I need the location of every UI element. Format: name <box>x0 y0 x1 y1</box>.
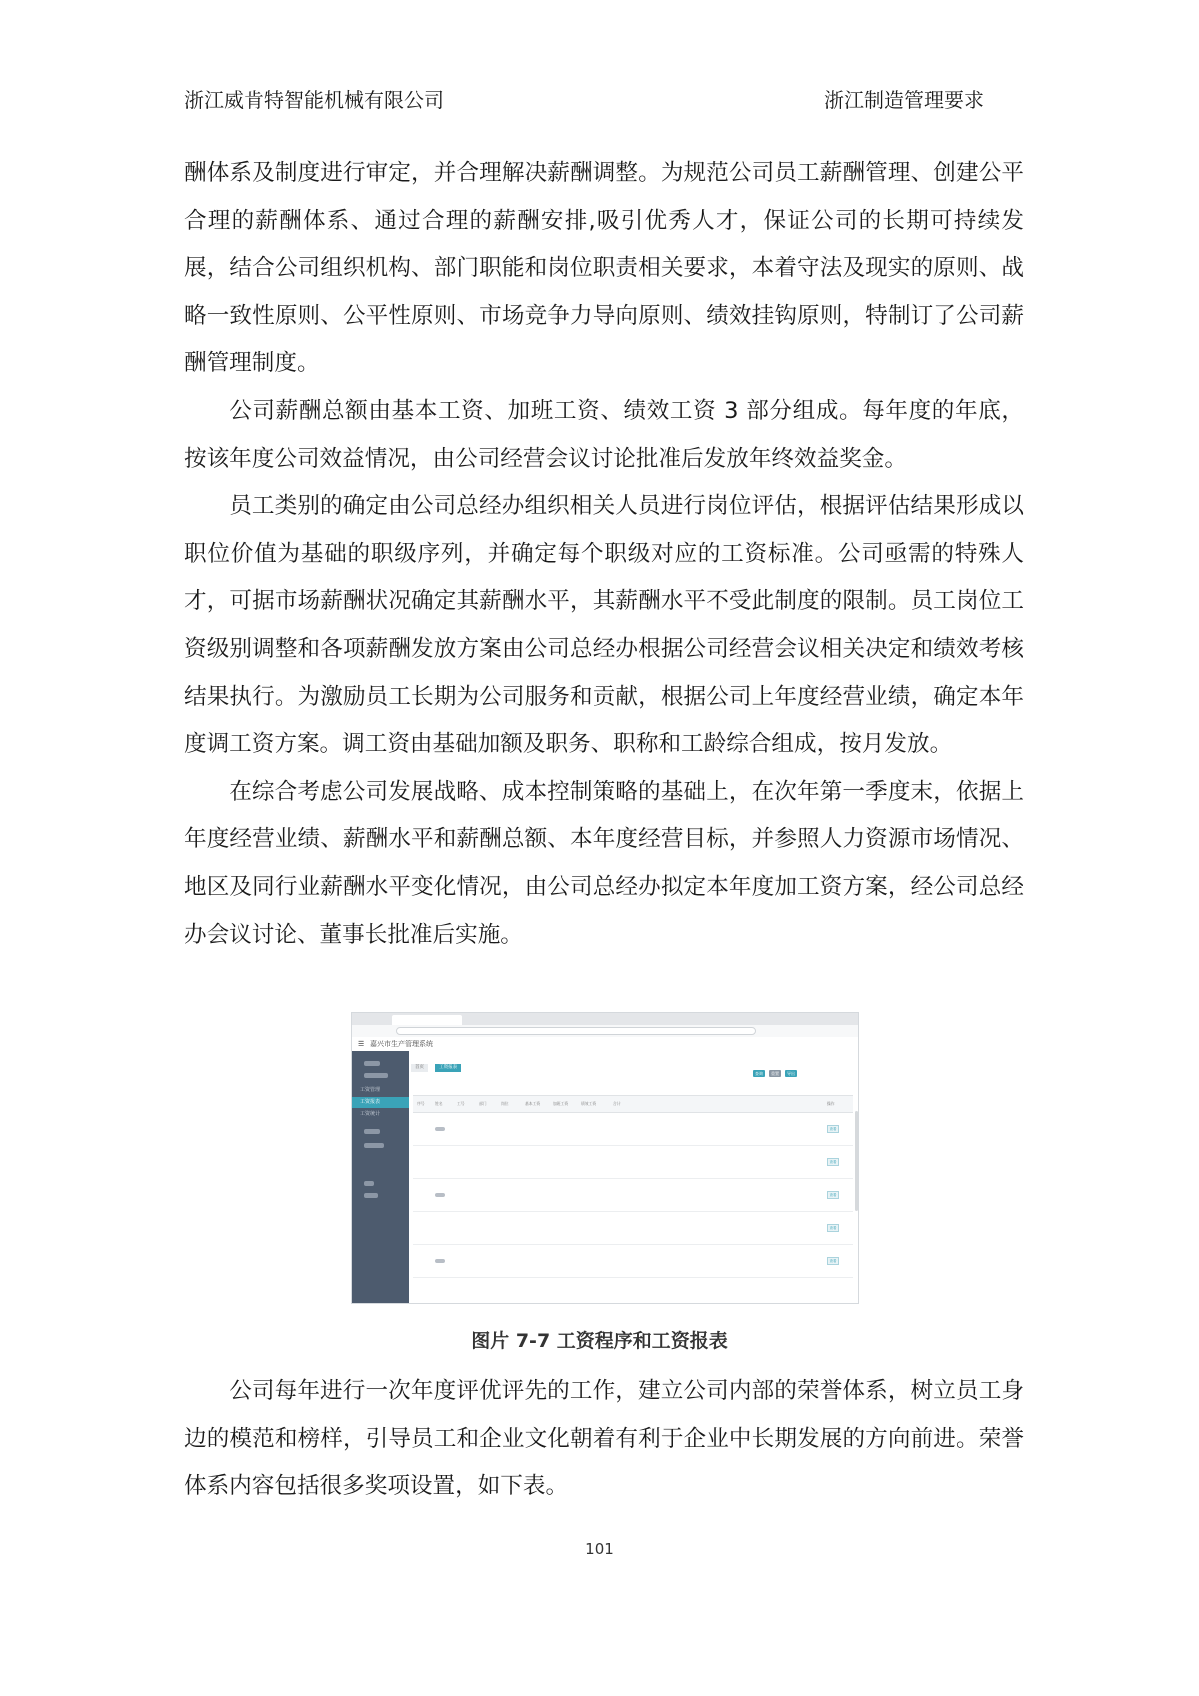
blurred-name <box>435 1127 445 1131</box>
document-title: 浙江制造管理要求 <box>824 88 984 112</box>
main-content <box>409 1051 859 1304</box>
sidebar-blur <box>364 1193 378 1198</box>
table-row <box>413 1245 853 1278</box>
column-header: 序号 <box>417 1101 425 1106</box>
blurred-name <box>435 1259 445 1263</box>
page-header <box>184 84 984 118</box>
column-header: 工号 <box>457 1101 465 1106</box>
view-button: 查看 <box>827 1158 839 1166</box>
view-button: 查看 <box>827 1257 839 1265</box>
column-header: 基本工资 <box>525 1101 541 1106</box>
reset-button: 重置 <box>771 1071 779 1076</box>
scrollbar <box>855 1111 858 1211</box>
app-title-bar <box>352 1037 858 1052</box>
body-text <box>184 150 1024 959</box>
view-button: 查看 <box>827 1125 839 1133</box>
paragraph: 酬体系及制度进行审定，并合理解决薪酬调整。为规范公司员工薪酬管理、创建公平合理的薪酬体系、通过合理的薪酬安排,吸引优秀人才，保证公司的长期可持续发展，结合公司组织机构、部门职能和岗位职责相关要求，本着守法及现实的原则、战略一致性原则、公平性原则、市场竞争力导向原则、绩效挂钩原则，特制订了公司薪酬管理制度。 <box>184 160 1024 377</box>
paragraph: 员工类别的确定由公司总经办组织相关人员进行岗位评估，根据评估结果形成以职位价值为基础的职级序列，并确定每个职级对应的工资标准。公司亟需的特殊人才，可据市场薪酬状况确定其薪酬水平，其薪酬水平不受此制度的限制。员工岗位工资级别调整和各项薪酬发放方案由公司总经办根据公司经营会议相关决定和绩效考核结果执行。为激励员工长期为公司服务和贡献，根据公司上年度经营业绩，确定本年度调工资方案。调工资由基础加额及职务、职称和工龄综合组成，按月发放。 <box>184 493 1024 758</box>
column-header: 操作 <box>827 1101 835 1106</box>
sidebar-item: 工资管理 <box>360 1087 381 1093</box>
column-header: 姓名 <box>435 1101 443 1106</box>
column-header: 绩效工资 <box>581 1101 597 1106</box>
tab-bar <box>411 1053 463 1070</box>
url-field <box>396 1027 756 1035</box>
column-header: 合计 <box>613 1101 621 1106</box>
company-name: 浙江威肯特智能机械有限公司 <box>184 88 444 112</box>
filter-row <box>413 1067 853 1081</box>
table-row <box>413 1146 853 1179</box>
body-text-after-figure <box>184 1368 1024 1511</box>
avatar <box>364 1061 380 1066</box>
sidebar-blur <box>364 1181 374 1186</box>
salary-system-screenshot <box>351 1012 859 1304</box>
sidebar-item-active: 工资报表 <box>352 1097 409 1108</box>
sidebar-blur <box>364 1073 388 1078</box>
tab-salary-report: 工资报表 <box>435 1064 461 1072</box>
view-button: 查看 <box>827 1191 839 1199</box>
table-row <box>413 1278 853 1304</box>
menu-icon: ☰ <box>358 1040 365 1048</box>
sidebar <box>352 1051 409 1304</box>
table-row <box>413 1179 853 1212</box>
paragraph: 在综合考虑公司发展战略、成本控制策略的基础上，在次年第一季度末，依据上年度经营业绩、薪酬水平和薪酬总额、本年度经营目标，并参照人力资源市场情况、地区及同行业薪酬水平变化情况，由公司总经办拟定本年度加工资方案，经公司总经办会议讨论、董事长批准后实施。 <box>184 778 1024 948</box>
view-button: 查看 <box>827 1224 839 1232</box>
table-row <box>413 1113 853 1146</box>
sidebar-item: 工资统计 <box>360 1111 381 1117</box>
column-header: 加班工资 <box>553 1101 569 1106</box>
export-button: 导出 <box>787 1071 795 1076</box>
figure-caption: 图片 7-7 工资程序和工资报表 <box>471 1330 728 1352</box>
paragraph: 公司薪酬总额由基本工资、加班工资、绩效工资 3 部分组成。每年度的年底，按该年度公司效益情况，由公司经营会议讨论批准后发放年终效益奖金。 <box>184 397 1024 472</box>
search-button: 查询 <box>755 1071 763 1076</box>
table-row <box>413 1212 853 1245</box>
browser-tab <box>392 1015 462 1025</box>
app-name: 嘉兴市生产管理系统 <box>370 1040 433 1048</box>
column-header: 部门 <box>479 1101 487 1106</box>
sidebar-blur <box>364 1129 380 1134</box>
sidebar-blur <box>364 1143 384 1148</box>
table-header <box>413 1096 853 1113</box>
page-number: 101 <box>585 1540 614 1558</box>
blurred-name <box>435 1193 445 1197</box>
column-header: 岗位 <box>501 1101 509 1106</box>
salary-table <box>413 1095 853 1304</box>
tab-home: 首页 <box>411 1064 428 1072</box>
paragraph: 公司每年进行一次年度评优评先的工作，建立公司内部的荣誉体系，树立员工身边的模范和榜样，引导员工和企业文化朝着有利于企业中长期发展的方向前进。荣誉体系内容包括很多奖项设置，如下表。 <box>184 1378 1024 1500</box>
